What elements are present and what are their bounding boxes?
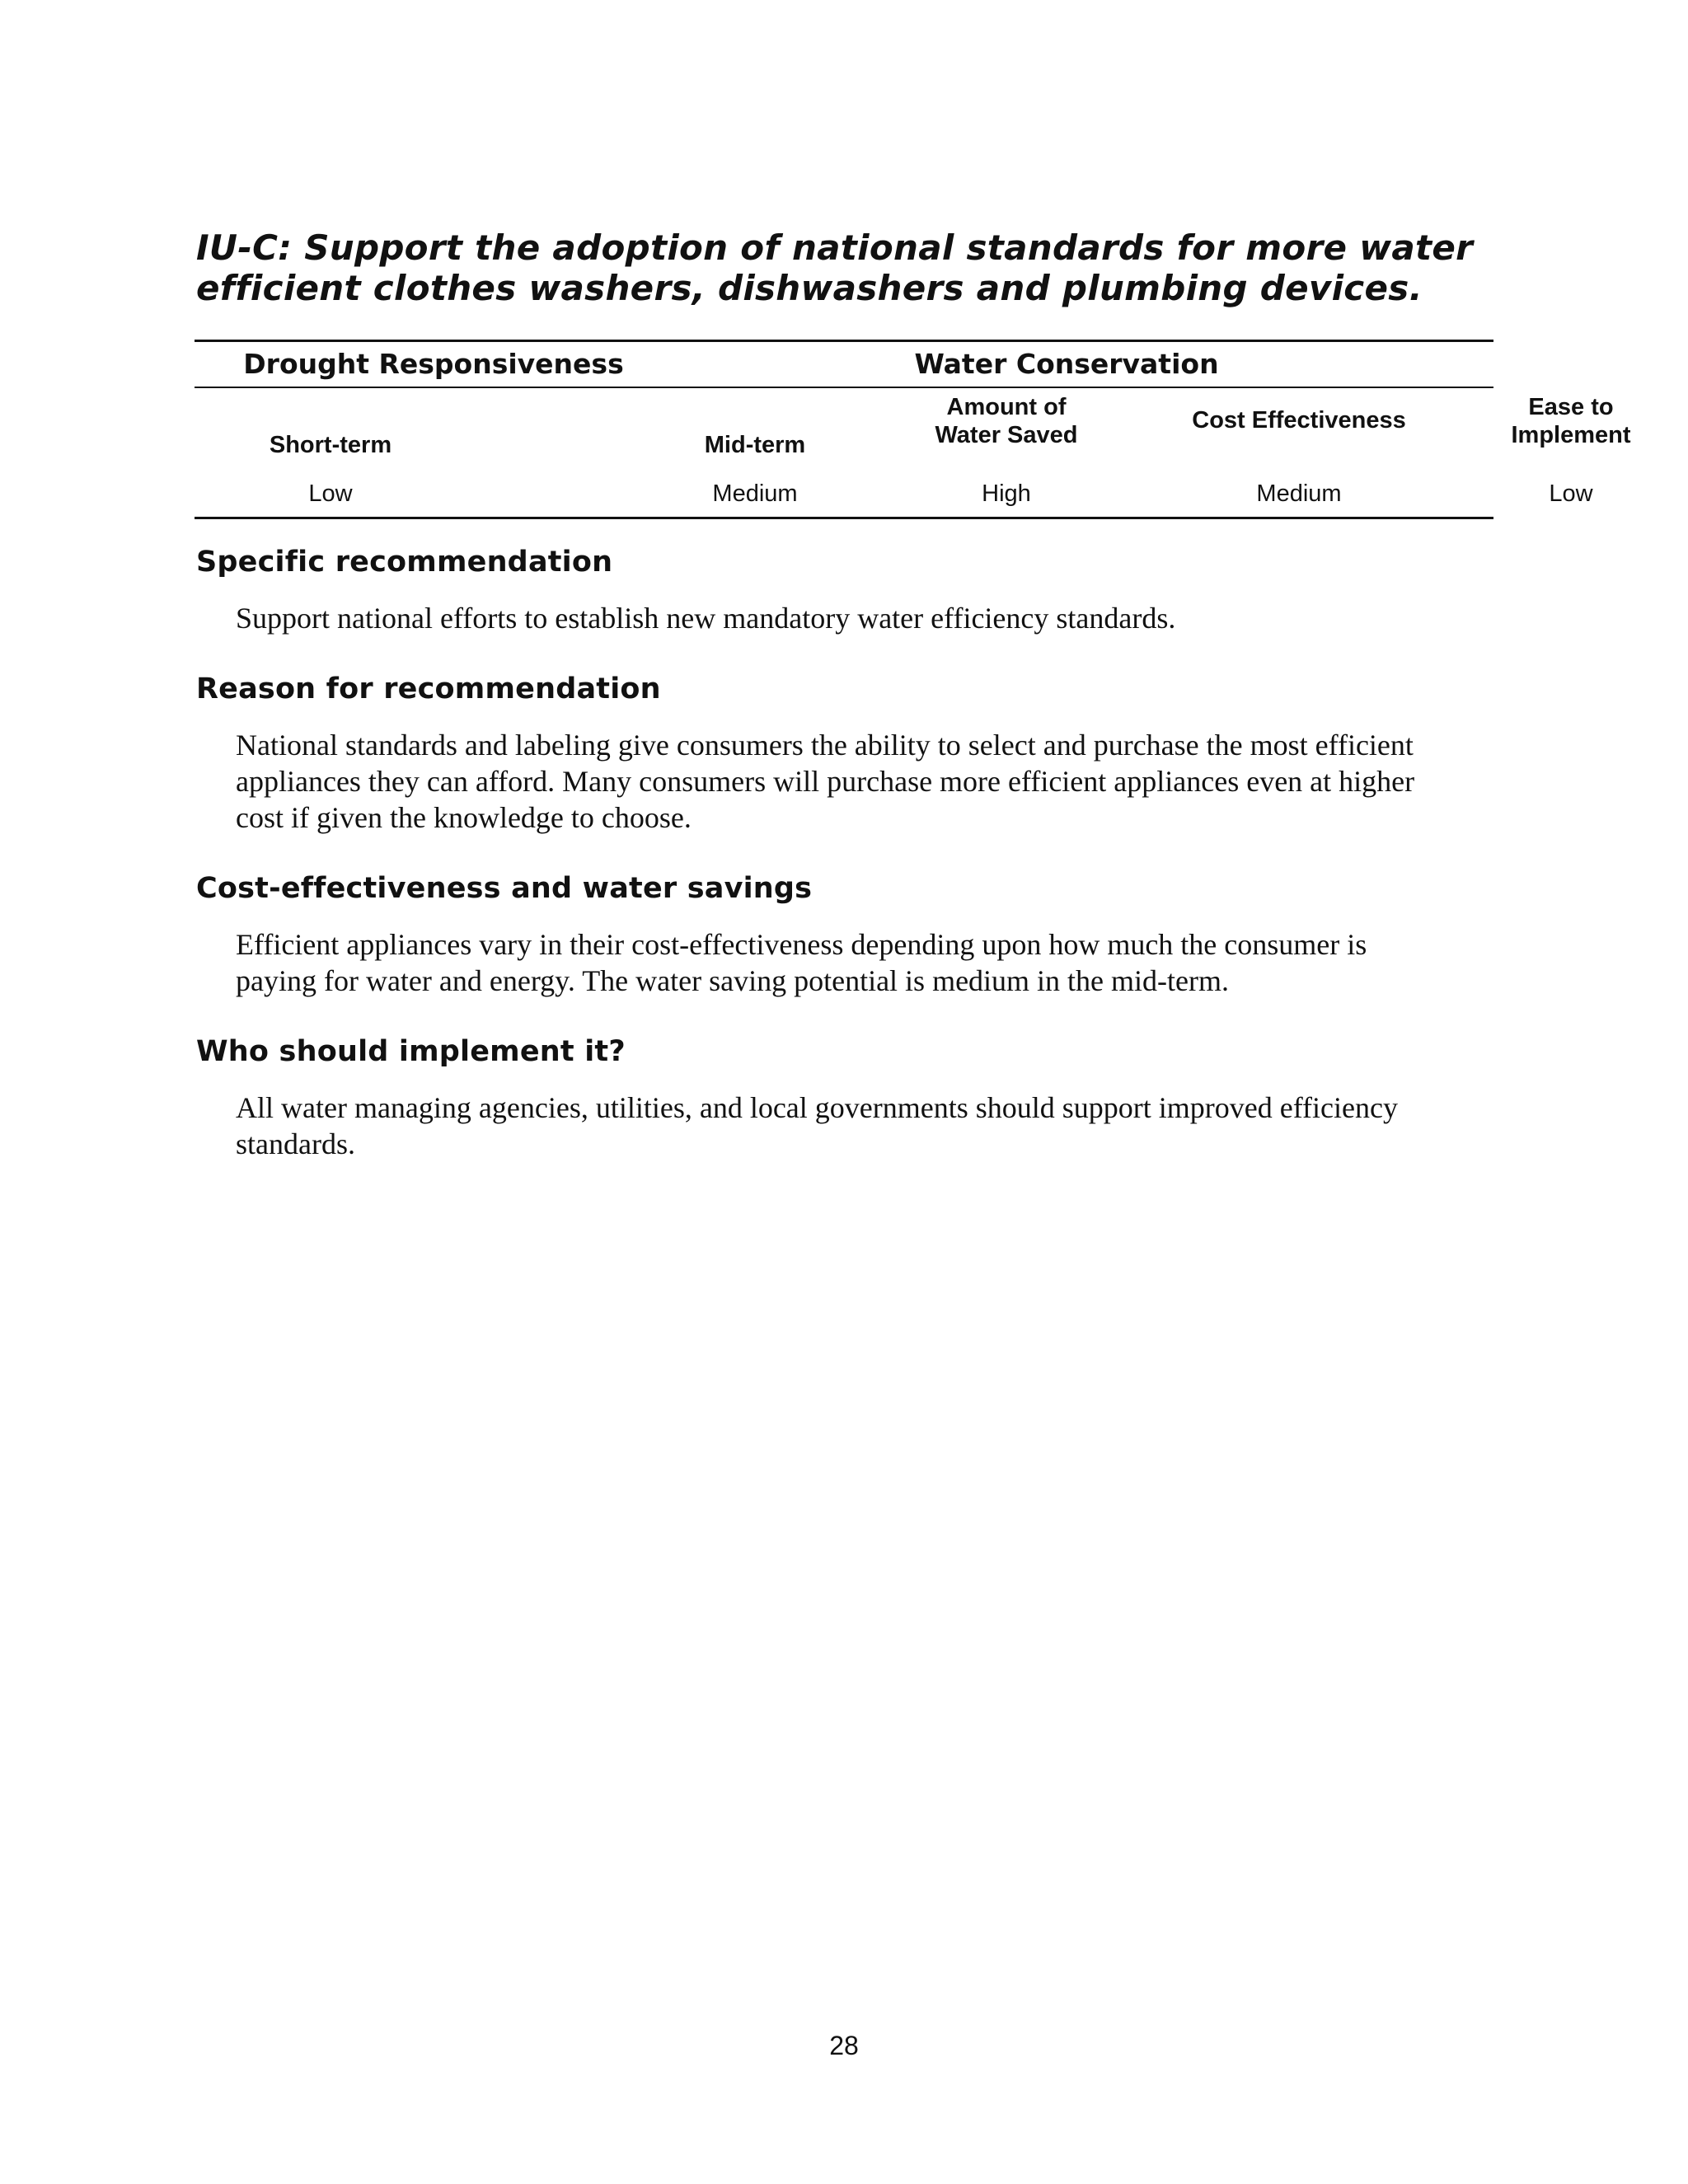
- column-header-line: Water Saved: [935, 422, 1078, 448]
- body-line: appliances they can afford. Many consumers will purchase more efficient appliances even at higher: [236, 765, 1415, 798]
- section-heading-cost: Cost-effectiveness and water savings: [196, 872, 813, 905]
- table-bottom-rule: [195, 517, 1493, 519]
- rating-table: [195, 340, 1631, 519]
- value-amount-saved: High: [982, 480, 1031, 507]
- section-heading-specific: Specific recommendation: [196, 546, 613, 579]
- section-body-who: [236, 1090, 1522, 1162]
- column-header-cost-effectiveness: [1142, 406, 1456, 434]
- column-header-line: Short-term: [269, 432, 392, 458]
- group-header-drought: Drought Responsiveness: [243, 348, 624, 380]
- section-heading-reason: Reason for recommendation: [196, 673, 661, 705]
- column-header-ease: [1435, 393, 1688, 449]
- body-line: standards.: [236, 1127, 355, 1160]
- page-title: [196, 227, 1515, 308]
- column-header-mid-term: [644, 431, 866, 459]
- rating-value-row: [195, 471, 1593, 517]
- value-cost-effectiveness: Medium: [1256, 480, 1342, 507]
- section-heading-who: Who should implement it?: [196, 1035, 626, 1068]
- column-header-line: Cost Effectiveness: [1192, 407, 1406, 434]
- column-header-short-term: [219, 431, 442, 459]
- value-ease: Low: [1549, 480, 1593, 507]
- body-line: Support national efforts to establish new mandatory water efficiency standards.: [236, 602, 1176, 635]
- body-line: National standards and labeling give consumers the ability to select and purchase the most efficient: [236, 729, 1414, 762]
- section-body-specific: [236, 600, 1522, 636]
- section-body-cost: [236, 926, 1522, 999]
- column-header-line: Implement: [1511, 422, 1631, 448]
- title-line-1: IU-C: Support the adoption of national standards for more water: [196, 227, 1474, 268]
- group-header-row: [195, 342, 1493, 387]
- column-header-amount-saved: [870, 393, 1142, 449]
- section-body-reason: [236, 727, 1522, 836]
- group-header-water-conservation: Water Conservation: [914, 348, 1219, 380]
- column-header-line: Amount of: [946, 394, 1067, 420]
- title-line-2: efficient clothes washers, dishwashers and plumbing devices.: [196, 268, 1423, 308]
- column-header-line: Ease to: [1528, 394, 1614, 420]
- body-line: paying for water and energy. The water saving potential is medium in the mid-term.: [236, 964, 1229, 997]
- body-line: All water managing agencies, utilities, and local governments should support improved efficiency: [236, 1091, 1398, 1124]
- value-mid-term: Medium: [712, 480, 798, 507]
- body-line: cost if given the knowledge to choose.: [236, 801, 692, 834]
- column-header-line: Mid-term: [704, 432, 806, 458]
- page-number: 28: [829, 2031, 859, 2060]
- column-header-row: [195, 388, 1631, 471]
- value-short-term: Low: [308, 480, 353, 507]
- body-line: Efficient appliances vary in their cost-effectiveness depending upon how much the consumer is: [236, 928, 1367, 961]
